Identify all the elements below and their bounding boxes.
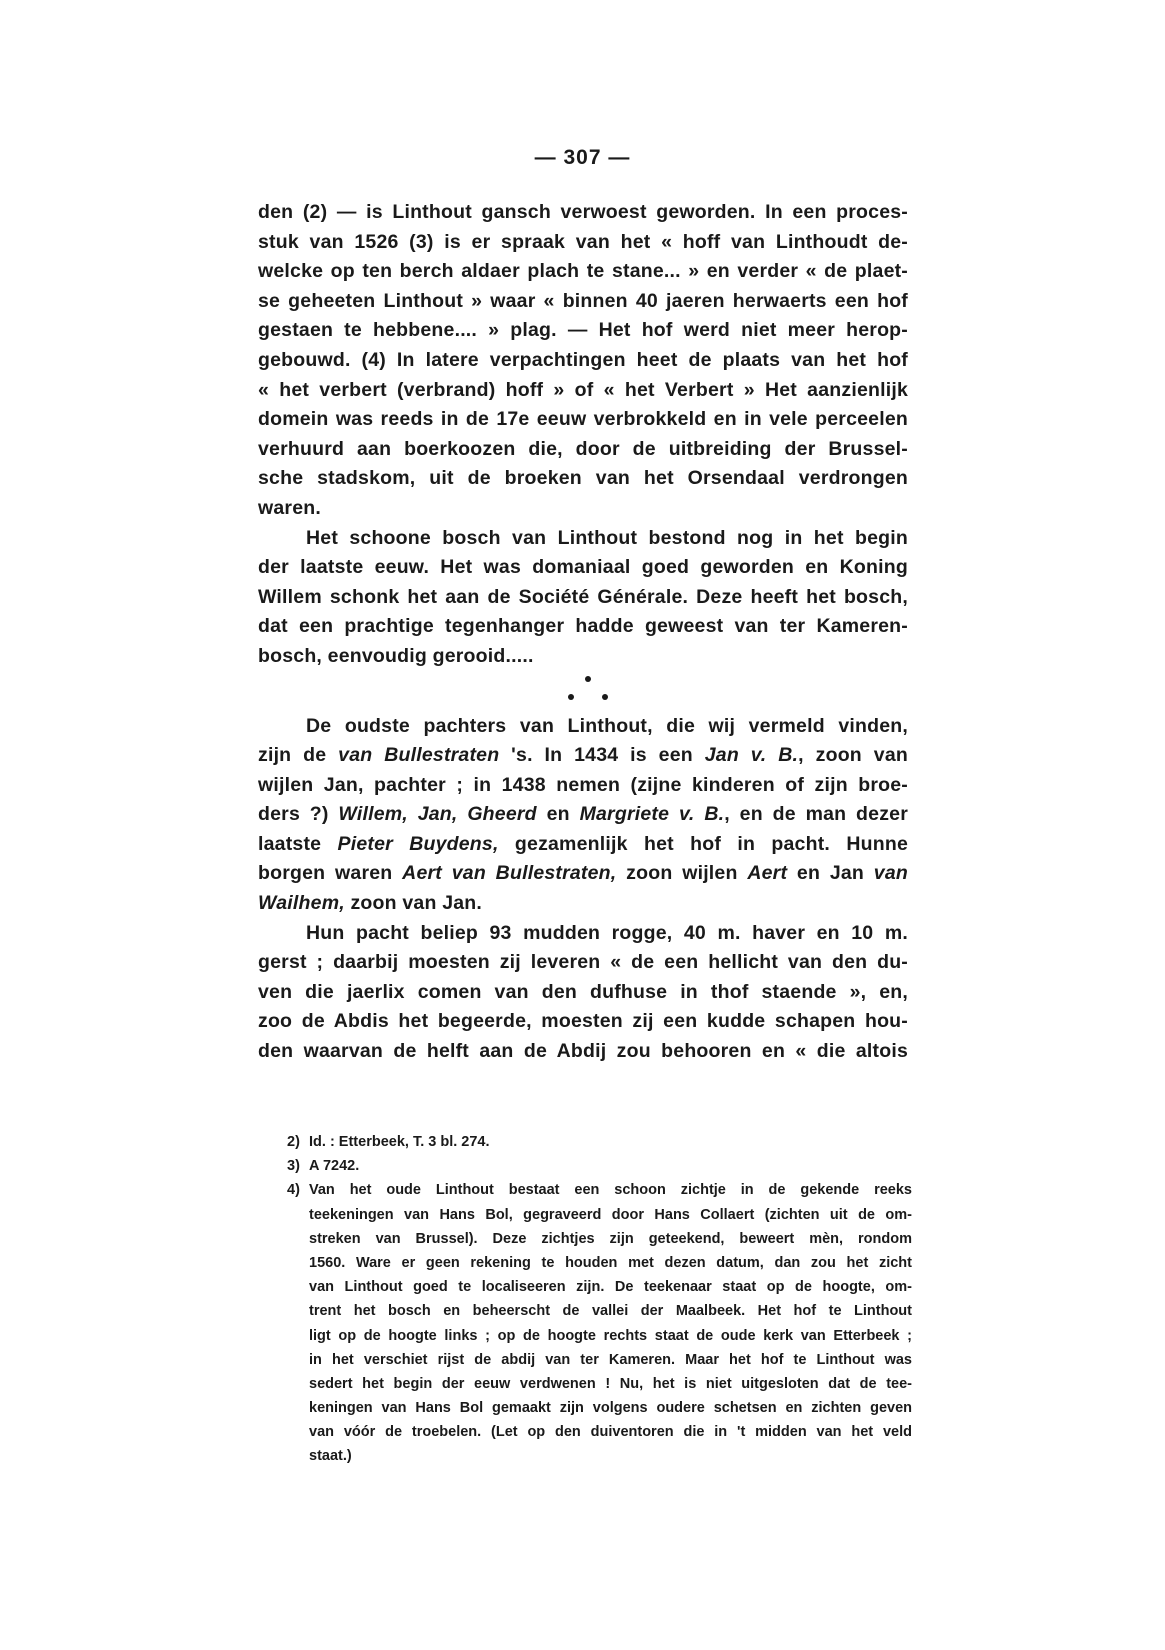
footnote-3: 3) A 7242. — [287, 1158, 360, 1175]
text-line: borgen waren Aert van Bullestraten, zoon wijlen Aert en Jan van — [258, 862, 908, 885]
text-line: De oudste pachters van Linthout, die wij vermeld vinden, — [306, 714, 908, 737]
footnote-line: van Linthout goed te localiseeren zijn. De teekenaar staat op de hoogte, om- — [309, 1279, 912, 1296]
footnote-line: streken van Brussel). Deze zichtjes zijn geteekend, beweert mèn, rondom — [309, 1230, 912, 1247]
text-line: gebouwd. (4) In latere verpachtingen heet de plaats van het hof — [258, 348, 908, 371]
text-line: verhuurd aan boerkoozen die, door de uitbreiding der Brussel- — [258, 437, 908, 460]
footnotes — [287, 1130, 912, 1469]
footnote-line: van vóór de troebelen. (Let op den duiventoren die in 't midden van het veld — [309, 1424, 912, 1441]
text-line: gestaen te hebbene.... » plag. — Het hof werd niet meer herop- — [258, 319, 908, 342]
footnote-line: 1560. Ware er geen rekening te houden met dezen datum, dan zou het zicht — [309, 1254, 912, 1271]
text-line: bosch, eenvoudig gerooid..... — [258, 644, 534, 667]
text-line: laatste Pieter Buydens, gezamenlijk het hof in pacht. Hunne — [258, 832, 908, 855]
page-number: — 307 — — [534, 146, 631, 169]
text-line: waren. — [258, 496, 321, 519]
footnote-line: in het verschiet rijst de abdij van ter Kameren. Maar het hof te Linthout was — [309, 1351, 912, 1368]
text-line: sche stadskom, uit de broeken van het Orsendaal verdrongen — [258, 467, 908, 490]
text-line: stuk van 1526 (3) is er spraak van het « hoff van Linthoudt de- — [258, 230, 908, 253]
footnote-4: 4) Van het oude Linthout bestaat een schoon zichtje in de gekende reeks — [287, 1182, 912, 1199]
text-line: der laatste eeuw. Het was domaniaal goed geworden en Koning — [258, 556, 908, 579]
text-line: ders ?) Willem, Jan, Gheerd en Margriete v. B., en de man dezer — [258, 803, 908, 826]
text-line: zijn de van Bullestraten 's. In 1434 is een Jan v. B., zoon van — [258, 744, 908, 767]
text-line: ven die jaerlix comen van den dufhuse in thof staende », en, — [258, 980, 908, 1003]
text-line: welcke op ten berch aldaer plach te stane... » en verder « de plaet- — [258, 260, 908, 283]
text-line: Hun pacht beliep 93 mudden rogge, 40 m. haver en 10 m. — [306, 921, 908, 944]
footnote-2: 2) Id. : Etterbeek, T. 3 bl. 274. — [287, 1134, 490, 1150]
text-line: Wailhem, zoon van Jan. — [258, 892, 483, 915]
text-line: den waarvan de helft aan de Abdij zou behooren en « die altois — [258, 1040, 908, 1063]
text-line: Het schoone bosch van Linthout bestond nog in het begin — [306, 526, 908, 549]
footnote-line: staat.) — [309, 1448, 352, 1465]
text-line: den (2) — is Linthout gansch verwoest geworden. In een proces- — [258, 201, 908, 223]
footnote-line: ligt op de hoogte links ; op de hoogte rechts staat de oude kerk van Etterbeek ; — [309, 1327, 912, 1344]
footnote-line: trent het bosch en beheerscht de vallei der Maalbeek. Het hof te Linthout — [309, 1303, 912, 1320]
text-line: wijlen Jan, pachter ; in 1438 nemen (zijne kinderen of zijn broe- — [258, 773, 908, 796]
footnote-line: keningen van Hans Bol gemaakt zijn volgens oudere schetsen en zichten geven — [309, 1400, 912, 1417]
footnote-line: sedert het begin der eeuw verdwenen ! Nu, het is niet uitgesloten dat de tee- — [309, 1375, 912, 1392]
text-line: Willem schonk het aan de Société Générale. Deze heeft het bosch, — [258, 585, 908, 608]
main-text — [258, 198, 908, 1067]
text-line: « het verbert (verbrand) hoff » of « het Verbert » Het aanzienlijk — [258, 378, 908, 401]
section-separator — [258, 672, 908, 712]
text-line: se geheeten Linthout » waar « binnen 40 jaeren herwaerts een hof — [258, 289, 908, 312]
text-line: domein was reeds in de 17e eeuw verbrokkeld en in vele perceelen — [258, 408, 908, 431]
text-line: gerst ; daarbij moesten zij leveren « de een hellicht van den du- — [258, 951, 908, 974]
text-line: dat een prachtige tegenhanger hadde geweest van ter Kameren- — [258, 615, 908, 638]
footnote-line: teekeningen van Hans Bol, gegraveerd door Hans Collaert (zichten uit de om- — [309, 1206, 912, 1223]
text-line: zoo de Abdis het begeerde, moesten zij een kudde schapen hou- — [258, 1010, 908, 1033]
